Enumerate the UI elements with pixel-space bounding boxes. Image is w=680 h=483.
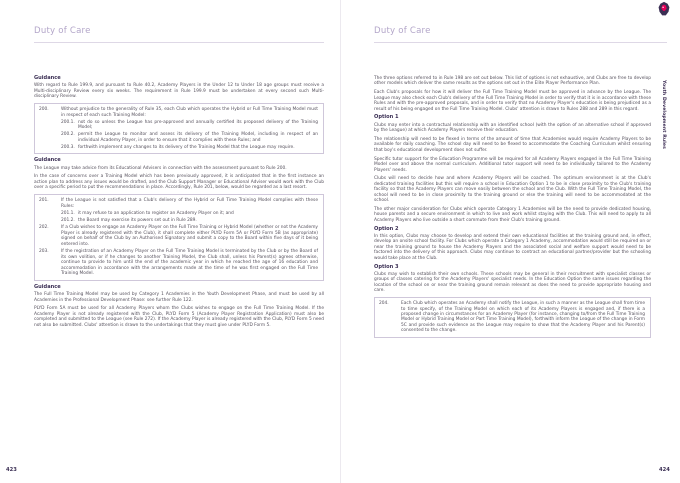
right-column (374, 76, 651, 342)
body-paragraph: Clubs will need to decide how and where Academy Players will be coached. The optimum environment is at the Club's dedicated training facilities but this will require a school in Education Option 1 to be in close proximity to the Club's training facility so that the Academy Players can move easily between the school and the Club. With the Full Time Training Model, the school will need to be in close proximity to the training ground or else the training will need to be accommodated at the school. (374, 176, 651, 204)
sub-rule-text: the Board may exercise its powers set out in Rule 289. (78, 217, 197, 223)
left-column (34, 76, 324, 332)
option-heading: Option 1 (374, 114, 399, 121)
guidance-paragraph: The League may take advice from its Educational Advisers in connection with the assessment pursuant to Rule 200. (34, 165, 287, 171)
rule-box-200 (34, 103, 324, 154)
rule-text: If a Club wishes to engage an Academy Player on the Full Time Training or Hybrid Model (whether or not the Academy Player is already registered with the Club), it shall complete either PLYD Form 5A or PLYD Form 5B (as appropriate) signed on behalf of the Club by an Authorised Signatory and submit a copy to the Board within five days of it being entered into. (61, 225, 318, 247)
sub-rule-number: 200.3. (61, 144, 75, 150)
option-heading: Option 2 (374, 225, 399, 232)
page-number: 423 (6, 467, 17, 473)
sub-rule-text: not do so unless the League has pre-approved and annually certified its proposed delivery of the Training Model; (78, 119, 318, 131)
rule-number: 200. (39, 107, 49, 113)
body-paragraph: The relationship will need to be flexed in terms of the amount of time that Academies would require Academy Players to be available for daily coaching. The school day will need to be flexed to accommodate the Coaching Curriculum whilst ensuring that boy's educational development does not suffer. (374, 136, 651, 153)
sub-rule-number: 200.2. (61, 132, 75, 138)
body-paragraph: The other major consideration for Clubs which operate Category 1 Academies will be the need to provide dedicated housing, house parents and a secure environment in which to live and work whilst staying with the Club. This will need to apply to all Academy Players who live outside a short commute from their Club's training ground. (374, 206, 651, 223)
guidance-heading: Guidance (34, 157, 61, 164)
rule-text: Without prejudice to the generality of Rule 35, each Club which operates the Hybrid or Full Time Training Model must in respect of each such Training Model: (61, 107, 318, 118)
body-paragraph: Clubs may enter into a contractual relationship with an identified school (with the option of an alternative school if approved by the League) at which Academy Players receive their education. (374, 122, 651, 134)
rule-number: 201. (39, 198, 49, 204)
guidance-paragraph: With regard to Rule 199.9, and pursuant to Rule 40.2, Academy Players in the Under 12 to Under 18 age groups must receive a Multi-disciplinary Review every six weeks. The requirement in Rule 199.9 must be undertaken at every second such Multi-disciplinary Review. (34, 83, 324, 100)
rule-number: 202. (39, 225, 49, 231)
rule-201 (39, 198, 318, 223)
header-rule (374, 42, 667, 43)
body-paragraph: The three options referred to in Rule 198 are set out below. This list of options is not exhaustive, and Clubs are free to develop other models which deliver the same results as the options set out in the Elite Player Performance Plan. (374, 76, 651, 87)
body-paragraph: Clubs may wish to establish their own schools. These schools may be general in their recruitment with specialist classes or groups of classes catering for the Academy Players' specialist needs. In the Education Option the same issues regarding the location of the school on or near the training ground remain relevant as does the need to provide appropriate housing and care. (374, 271, 651, 294)
body-paragraph: In this option, Clubs may choose to develop and extend their own educational facilities at the training ground and, in effect, develop an onsite school facility. For Clubs which operate a Category 1 Academy, accommodation would still be required on or near the training ground to house the Academy Players and the associated social and welfare support would need to be factored into the delivery of this approach. Clubs may continue to contract an educational partner/provider but the schooling would take place at the Club. (374, 233, 651, 261)
body-paragraph: Each Club's proposals for how it will deliver the Full Time Training Model must be approved in advance by the League. The League may also check each Club's delivery of the Full Time Training Model in order to verify that it is in accordance with these Rules and with the pre-approved proposals, and in order to verify that no Academy Player's education is being prejudiced as a result of his being engaged on the Full Time Training Model. Clubs' attention is drawn to Rules 288 and 289 in this regard. (374, 90, 651, 112)
sub-rule-text: permit the League to monitor and assess its delivery of the Training Model, including in respect of an individual Academy Player, in order to ensure that it complies with these Rules; and (78, 132, 318, 143)
sub-rule-number: 201.1. (61, 210, 75, 216)
sub-rule-200-3 (61, 145, 318, 150)
rule-box-201-203 (34, 194, 324, 280)
section-tab (652, 80, 672, 200)
option-heading: Option 3 (374, 263, 399, 270)
running-head: Duty of Care (374, 26, 431, 36)
rule-text: Each Club which operates an Academy shall notify the League, in such a manner as the League shall from time to time specify, of the Training Model on which each of its Academy Players is engaged and, if there is a proposed change in circumstances for an Academy Player (for instance, changing to/from the Full Time Training Model or Hybrid Training Model or Part Time Training Model), forthwith inform the League of the change in Form 5C and provide such evidence as the League may require to show that the Academy Player and his Parent(s) consented to the change. (401, 301, 645, 334)
page-number: 424 (659, 467, 670, 473)
rule-200 (39, 107, 318, 150)
sub-rule-201-2 (61, 218, 318, 223)
sub-rule-number: 201.2. (61, 217, 75, 223)
right-page (340, 0, 680, 483)
sub-rule-text: forthwith implement any changes to its delivery of the Training Model that the League may require. (78, 144, 295, 150)
rule-number: 203. (39, 249, 49, 255)
rule-text: If the registration of an Academy Player on the Full Time Training Model is terminated by the Club or by the Board of its own volition, or if he changes to another Training Model, the Club shall, unless his Parent(s) agrees otherwise, continue to provide to him until the end of the academic year in which he reached the age of 16 education and accommodation in accordance with the arrangements made at the time of he was first engaged on the Full Time Training Model. (61, 249, 318, 277)
sub-rule-200-1 (61, 120, 318, 131)
sub-rule-200-2 (61, 132, 318, 143)
rule-box-204 (374, 297, 651, 338)
sub-rule-text: it may refuse to an application to register an Academy Player on it; and (78, 210, 234, 216)
guidance-paragraph: The Full Time Training Model may be used by Category 1 Academies in the Youth Development Phase, and must be used by all Academies in the Professional Development Phase: see further Rule 122. (34, 292, 324, 303)
rule-203 (39, 249, 318, 276)
rule-202 (39, 225, 318, 247)
guidance-heading: Guidance (34, 283, 61, 290)
rule-number: 204. (379, 301, 389, 307)
premier-league-lion-icon (655, 1, 673, 19)
guidance-paragraph: In the case of concerns over a Training Model which has been previously approved, it is anticipated that in the first instance an action plan to address any issues would be drafted, and the Club Support Manager or Educational Adviser would work with the Club over a specific period to put the recommendations in place. Accordingly, Rule 201, below, would be regarded as a last resort. (34, 174, 324, 191)
sub-rule-number: 200.1. (61, 119, 75, 125)
rule-204 (379, 301, 645, 334)
body-paragraph: Specific tutor support for the Education Programme will be required for all Academy Players engaged in the Full Time Training Model over and above the normal curriculum. Additional tutor support will need to be individually tailored to the Academy Players' needs. (374, 156, 651, 173)
guidance-heading: Guidance (34, 75, 61, 81)
section-tab-label: Youth Development Rules (661, 80, 666, 149)
guidance-paragraph: PLYD Form 5A must be used for all Academy Players whom the Clubs wishes to engage on the Full Time Training Model. If the Academy Player is not already registered with the Club, PLYD Form 5 (Academy Player Registration Application) must also be completed and submitted to the League (see Rule 272). If the Academy Player is already registered with the Club, PLYD Form 5 need not also be submitted. Clubs' attention is drawn to the undertakings that they must give under PLYD Form 5. (34, 306, 324, 328)
rule-text: If the League is not satisfied that a Club's delivery of the Hybrid or Full Time Training Model complies with these Rules: (61, 198, 318, 209)
sub-rule-201-1 (61, 211, 318, 216)
running-head: Duty of Care (34, 26, 91, 36)
header-rule (34, 42, 324, 43)
